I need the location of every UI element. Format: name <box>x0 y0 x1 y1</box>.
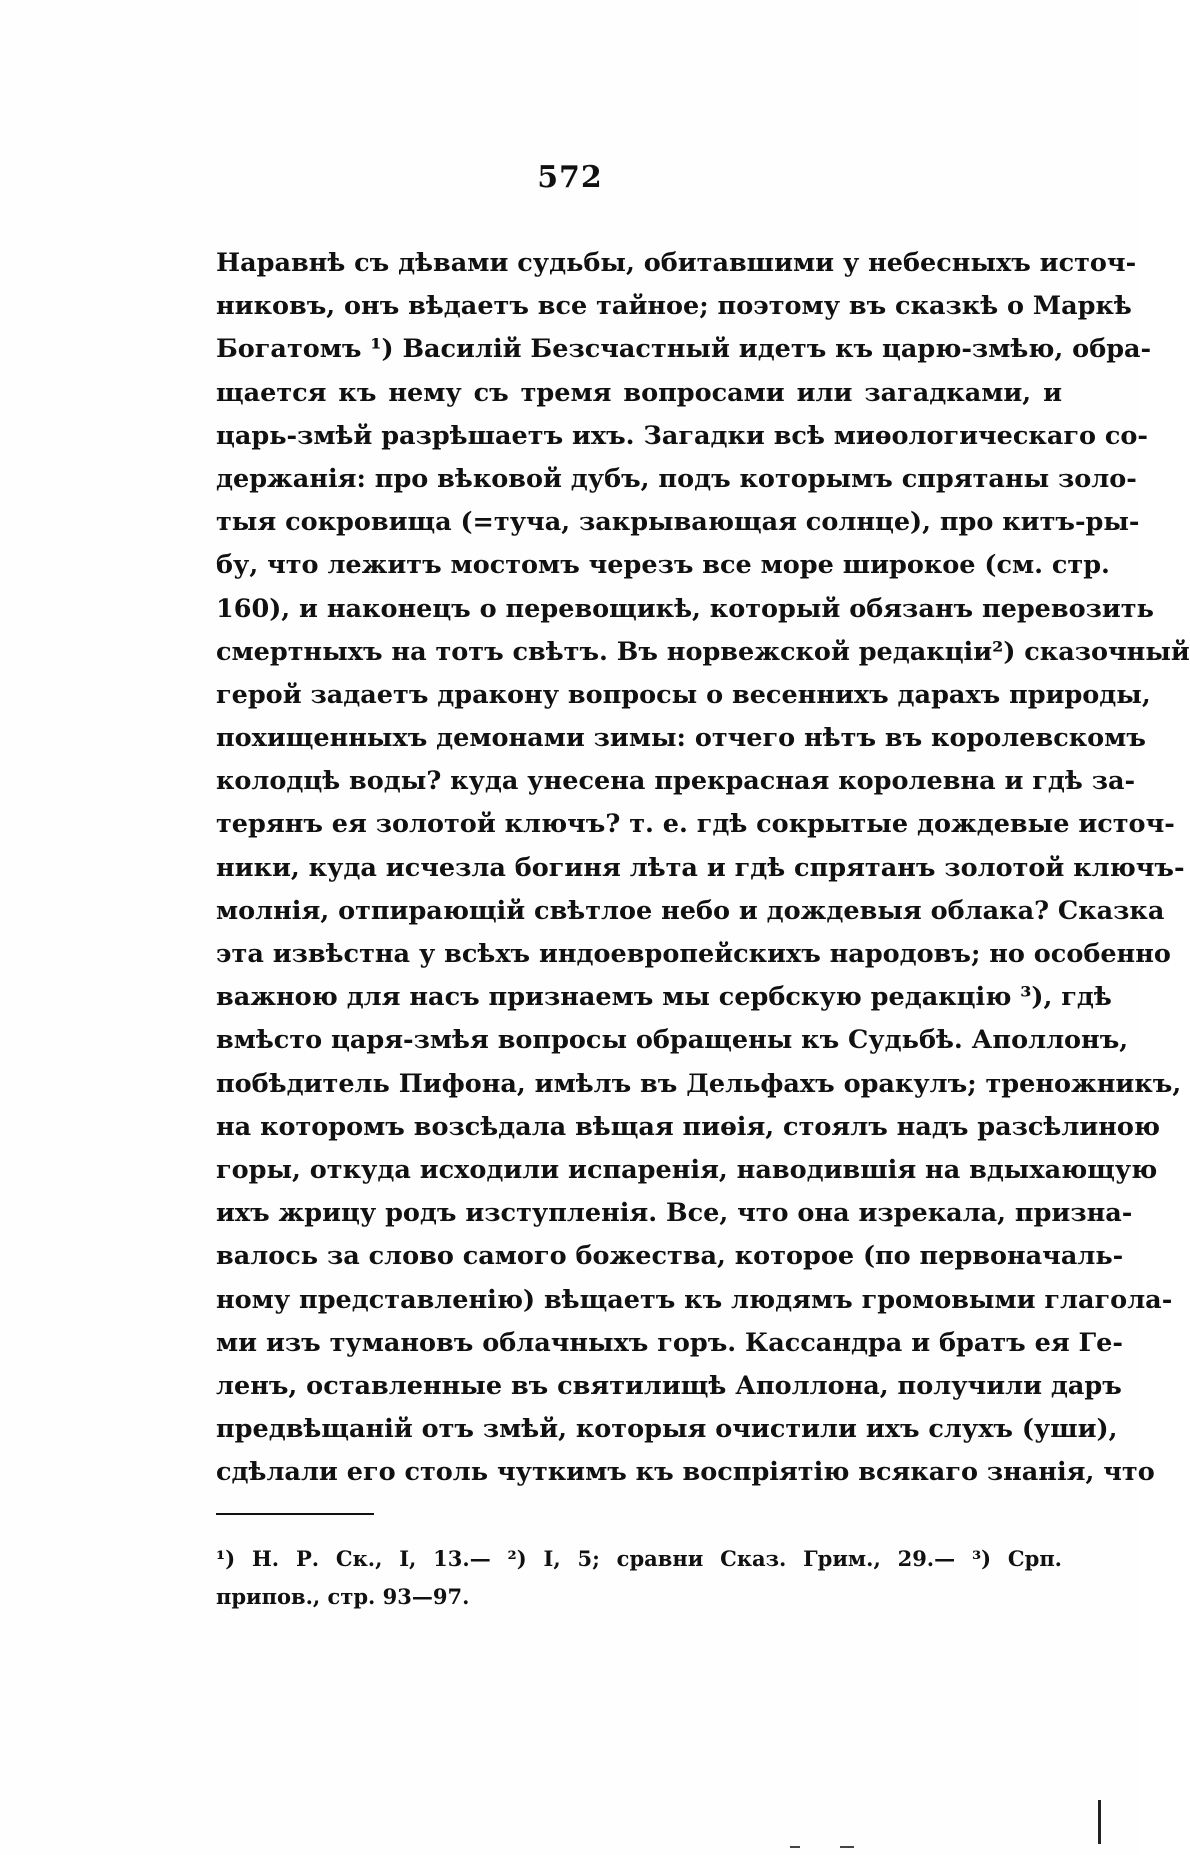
text-line: никовъ, онъ вѣдаетъ все тайное; поэтому въ сказкѣ о Маркѣ <box>216 291 1132 322</box>
text-line: похищенныхъ демонами зимы: отчего нѣтъ въ королевскомъ <box>216 723 1146 754</box>
footnote-line: ¹) Н. Р. Ск., I, 13.— ²) I, 5; сравни Сказ. Грим., 29.— ³) Срп. <box>216 1546 1062 1571</box>
text-line: колодцѣ воды? куда унесена прекрасная королевна и гдѣ за- <box>216 766 1136 797</box>
scan-edge-mark <box>1098 1800 1101 1844</box>
text-line: ми изъ тумановъ облачныхъ горъ. Кассандра и братъ ея Ге- <box>216 1327 1123 1358</box>
text-line: ники, куда исчезла богиня лѣта и гдѣ спрятанъ золотой ключъ- <box>216 852 1185 883</box>
footnotes <box>216 1540 1062 1616</box>
text-line: валось за слово самого божества, которое (по первоначаль- <box>216 1241 1124 1272</box>
text-line: ленъ, оставленные въ святилищѣ Аполлона, получили даръ <box>216 1370 1122 1401</box>
text-line: побѣдитель Пифона, имѣлъ въ Дельфахъ оракулъ; треножникъ, <box>216 1068 1182 1099</box>
text-line: ихъ жрицу родъ изступленія. Все, что она изрекала, призна- <box>216 1198 1133 1229</box>
text-line: бу, что лежитъ мостомъ черезъ все море широкое (см. стр. <box>216 550 1110 581</box>
text-line: терянъ ея золотой ключъ? т. е. гдѣ сокрытые дождевые источ- <box>216 809 1175 840</box>
body-text <box>216 242 1190 1494</box>
text-line: 160), и наконецъ о перевощикѣ, который обязанъ перевозить <box>216 593 1154 624</box>
scan-artifact <box>840 1846 854 1848</box>
text-line: Наравнѣ съ дѣвами судьбы, обитавшими у небесныхъ источ- <box>216 248 1137 278</box>
text-line: предвѣщаній отъ змѣй, которыя очистили ихъ слухъ (уши), <box>216 1414 1118 1445</box>
text-line: смертныхъ на тотъ свѣтъ. Въ норвежской редакціи²) сказочный <box>216 636 1190 667</box>
page-number: 572 <box>537 160 603 195</box>
text-line: важною для насъ признаемъ мы сербскую редакцію ³), гдѣ <box>216 982 1112 1013</box>
text-line: эта извѣстна у всѣхъ индоевропейскихъ народовъ; но особенно <box>216 939 1171 969</box>
footnote-separator <box>216 1513 374 1515</box>
text-line: ному представленію) вѣщаетъ къ людямъ громовыми глагола- <box>216 1284 1173 1315</box>
text-line: молнія, отпирающій свѣтлое небо и дождевыя облака? Сказка <box>216 895 1165 926</box>
footnote-line: припов., стр. 93—97. <box>216 1584 470 1609</box>
scan-artifact <box>790 1846 800 1848</box>
text-line: царь-змѣй разрѣшаетъ ихъ. Загадки всѣ миѳологическаго со- <box>216 420 1148 451</box>
text-line: герой задаетъ дракону вопросы о весеннихъ дарахъ природы, <box>216 679 1151 710</box>
text-line: на которомъ возсѣдала вѣщая пиѳія, стоялъ надъ разсѣлиною <box>216 1111 1161 1142</box>
text-line: Богатомъ ¹) Василій Безсчастный идетъ къ царю-змѣю, обра- <box>216 334 1152 365</box>
text-line: горы, откуда исходили испаренія, наводившія на вдыхающую <box>216 1154 1158 1185</box>
text-line: сдѣлали его столь чуткимъ къ воспріятію всякаго знанія, что <box>216 1457 1155 1488</box>
text-line: держанія: про вѣковой дубъ, подъ которымъ спрятаны золо- <box>216 463 1137 494</box>
text-line: вмѣсто царя-змѣя вопросы обращены къ Судьбѣ. Аполлонъ, <box>216 1025 1129 1056</box>
text-line: щается къ нему съ тремя вопросами или загадками, и <box>216 377 1062 408</box>
text-line: тыя сокровища (=туча, закрывающая солнце), про китъ-ры- <box>216 507 1140 538</box>
